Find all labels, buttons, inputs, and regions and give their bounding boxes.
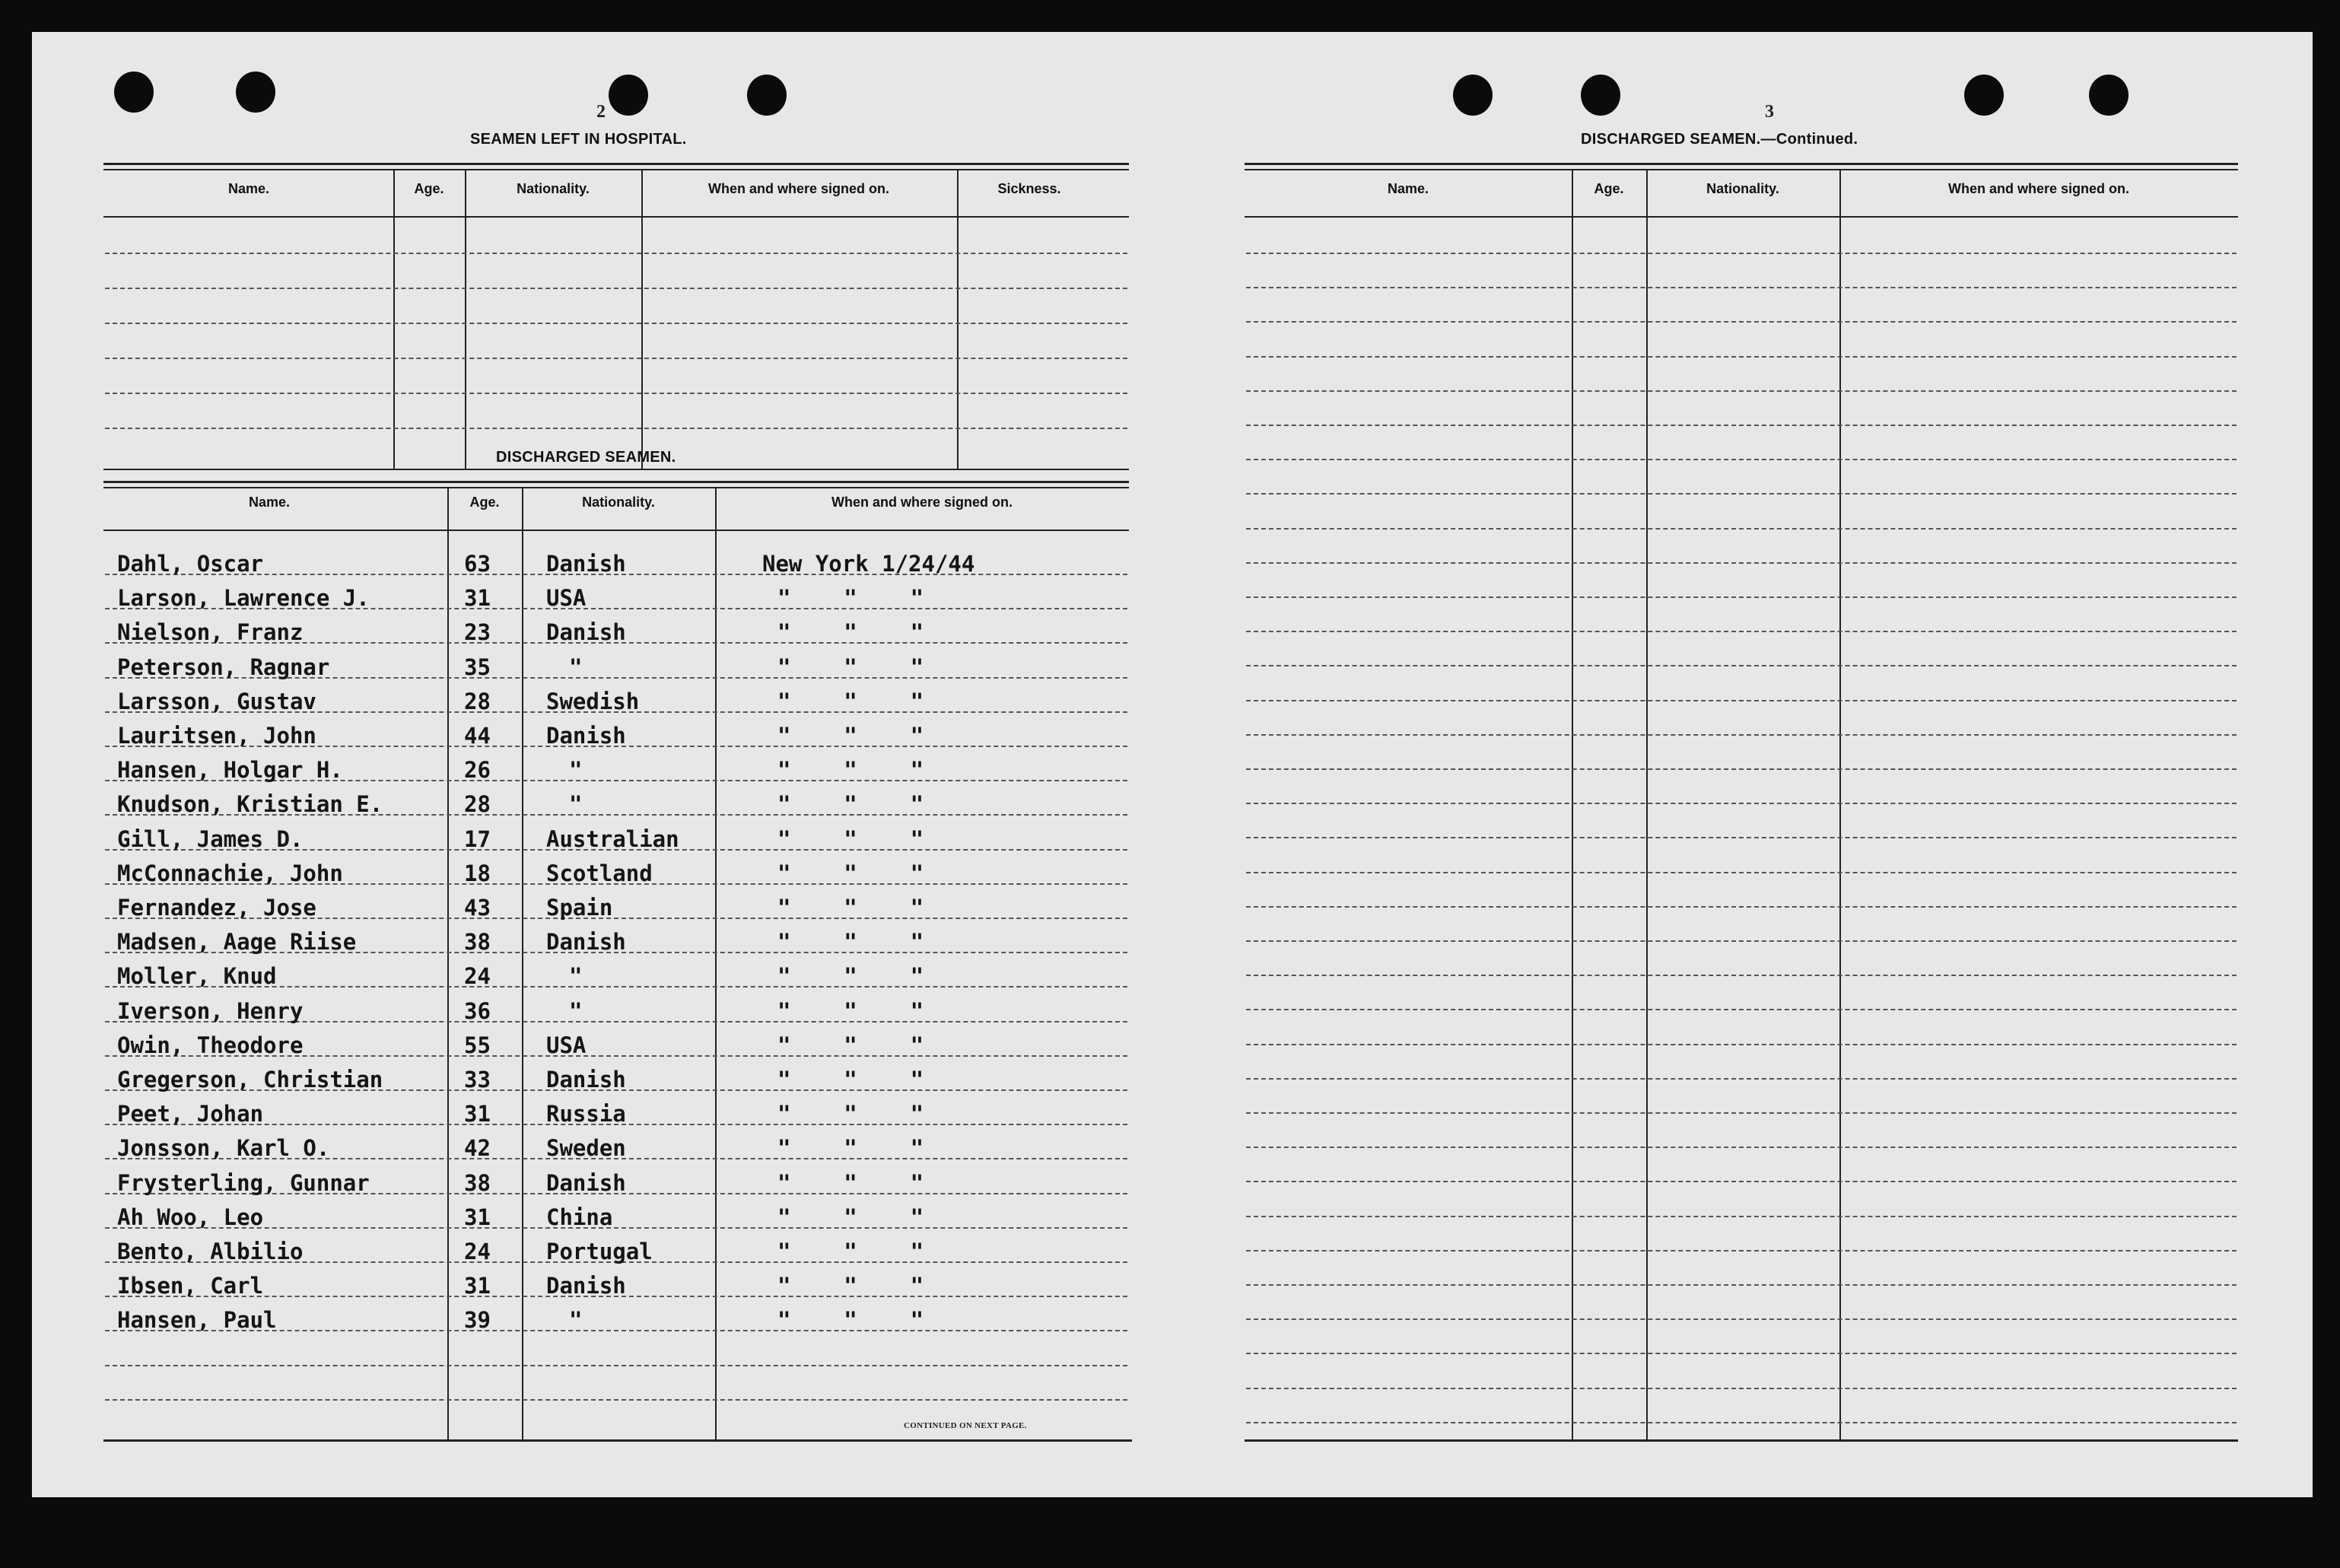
ruled-line: [1246, 803, 2237, 804]
ruled-line: [1246, 459, 2237, 460]
page-number: 2: [596, 102, 606, 122]
seaman-nationality: ": [569, 654, 583, 680]
ruled-line: [105, 288, 1127, 289]
seaman-age: 42: [464, 1135, 491, 1161]
seaman-signed-on: " " ": [777, 1307, 924, 1333]
seaman-age: 24: [464, 1239, 491, 1264]
ruled-line: [1246, 390, 2237, 392]
seaman-age: 38: [464, 1170, 491, 1196]
ruled-line: [1246, 287, 2237, 288]
seaman-age: 24: [464, 963, 491, 989]
ruled-line: [1246, 837, 2237, 838]
seaman-name: Iverson, Henry: [117, 998, 304, 1024]
seaman-age: 44: [464, 723, 491, 749]
seaman-nationality: Scotland: [546, 860, 653, 886]
seaman-signed-on: " " ": [777, 1239, 924, 1264]
seaman-signed-on: " " ": [777, 929, 924, 955]
seaman-signed-on: " " ": [777, 1067, 924, 1093]
seaman-nationality: Australian: [546, 826, 679, 852]
ruled-line: [1246, 1216, 2237, 1217]
seaman-nationality: Portugal: [546, 1239, 653, 1264]
seaman-nationality: Swedish: [546, 689, 640, 714]
column-header-nationality: Nationality.: [582, 495, 655, 510]
seaman-age: 55: [464, 1032, 491, 1058]
ruled-line: [1246, 631, 2237, 632]
seaman-age: 33: [464, 1067, 491, 1093]
seaman-signed-on: " " ": [777, 791, 924, 817]
page-number: 3: [1765, 102, 1774, 122]
ruled-line: [1246, 1009, 2237, 1010]
ruled-line: [105, 323, 1127, 324]
ruled-line: [105, 358, 1127, 359]
seaman-age: 23: [464, 619, 491, 645]
seaman-age: 31: [464, 585, 491, 611]
seaman-nationality: Russia: [546, 1101, 626, 1127]
ruled-line: [1246, 1422, 2237, 1423]
seaman-nationality: Danish: [546, 619, 626, 645]
seaman-signed-on: " " ": [777, 1204, 924, 1230]
ruled-line: [1246, 596, 2237, 598]
ruled-line: [1246, 493, 2237, 495]
ruled-line: [1246, 975, 2237, 976]
seaman-signed-on: " " ": [777, 1101, 924, 1127]
ruled-line: [1246, 872, 2237, 873]
seaman-age: 17: [464, 826, 491, 852]
ruled-line: [1246, 356, 2237, 358]
seaman-nationality: Danish: [546, 1170, 626, 1196]
right-page: [1173, 32, 2313, 1497]
seaman-name: Madsen, Aage Riise: [117, 929, 357, 955]
seaman-nationality: ": [569, 998, 583, 1024]
ruled-line: [1246, 1112, 2237, 1114]
seaman-signed-on: " " ": [777, 1273, 924, 1299]
seaman-name: Jonsson, Karl O.: [117, 1135, 330, 1161]
ruled-line: [1246, 1147, 2237, 1148]
column-header-nationality: Nationality.: [517, 181, 590, 196]
ruled-line: [1246, 940, 2237, 942]
seaman-nationality: Spain: [546, 895, 613, 921]
seaman-nationality: Danish: [546, 929, 626, 955]
ruled-line: [105, 253, 1127, 254]
seaman-signed-on: " " ": [777, 1135, 924, 1161]
seaman-signed-on: " " ": [777, 826, 924, 852]
column-header-signed-on: When and where signed on.: [707, 181, 890, 196]
column-header-name: Name.: [1387, 181, 1429, 196]
left-page: [32, 32, 1173, 1497]
seaman-age: 38: [464, 929, 491, 955]
seaman-age: 31: [464, 1204, 491, 1230]
seaman-signed-on: " " ": [777, 1032, 924, 1058]
seaman-nationality: ": [569, 963, 583, 989]
column-header-age: Age.: [469, 495, 500, 510]
crew-list-sheet: [32, 32, 2313, 1497]
seaman-nationality: USA: [546, 1032, 587, 1058]
ruled-line: [1246, 321, 2237, 323]
ruled-line: [1246, 734, 2237, 736]
seaman-signed-on: " " ": [777, 757, 924, 783]
seaman-name: Gill, James D.: [117, 826, 304, 852]
seaman-nationality: China: [546, 1204, 613, 1230]
ruled-line: [105, 1399, 1127, 1401]
seaman-age: 35: [464, 654, 491, 680]
seaman-nationality: Danish: [546, 1273, 626, 1299]
seaman-age: 36: [464, 998, 491, 1024]
seaman-age: 28: [464, 689, 491, 714]
column-header-name: Name.: [227, 181, 270, 196]
ruled-line: [1246, 1284, 2237, 1286]
seaman-age: 26: [464, 757, 491, 783]
seaman-signed-on: " " ": [777, 689, 924, 714]
ruled-line: [1246, 562, 2237, 564]
seaman-nationality: Danish: [546, 551, 626, 577]
seaman-name: Lauritsen, John: [117, 723, 316, 749]
seaman-name: Knudson, Kristian E.: [117, 791, 383, 817]
column-header-nationality: Nationality.: [1706, 181, 1779, 196]
ruled-line: [1246, 1044, 2237, 1045]
ruled-line: [1246, 768, 2237, 770]
seaman-signed-on: " " ": [777, 654, 924, 680]
seaman-age: 31: [464, 1101, 491, 1127]
column-header-age: Age.: [414, 181, 444, 196]
ruled-line: [1246, 700, 2237, 701]
seaman-name: Larsson, Gustav: [117, 689, 316, 714]
seaman-signed-on: " " ": [777, 963, 924, 989]
seaman-name: Dahl, Oscar: [117, 551, 264, 577]
seaman-nationality: Danish: [546, 1067, 626, 1093]
seaman-nationality: ": [569, 791, 583, 817]
column-header-age: Age.: [1594, 181, 1624, 196]
seaman-signed-on: " " ": [777, 895, 924, 921]
ruled-line: [1246, 1318, 2237, 1320]
ruled-line: [1246, 253, 2237, 254]
column-header-sickness: Sickness.: [997, 181, 1061, 196]
seaman-nationality: Danish: [546, 723, 626, 749]
column-header-signed-on: When and where signed on.: [831, 495, 1013, 510]
discharged-continued-title: DISCHARGED SEAMEN.—Continued.: [1581, 131, 1858, 148]
seaman-name: Nielson, Franz: [117, 619, 304, 645]
ruled-line: [1246, 1388, 2237, 1389]
seaman-name: Ibsen, Carl: [117, 1273, 264, 1299]
ruled-line: [1246, 1353, 2237, 1354]
column-header-name: Name.: [248, 495, 291, 510]
seaman-name: Ah Woo, Leo: [117, 1204, 264, 1230]
seaman-signed-on: New York 1/24/44: [762, 551, 975, 577]
ruled-line: [1246, 1078, 2237, 1080]
seaman-age: 18: [464, 860, 491, 886]
seaman-signed-on: " " ": [777, 585, 924, 611]
seaman-age: 31: [464, 1273, 491, 1299]
discharged-section-title: DISCHARGED SEAMEN.: [496, 449, 676, 466]
ruled-line: [105, 393, 1127, 394]
seaman-name: Hansen, Holgar H.: [117, 757, 343, 783]
seaman-name: Peet, Johan: [117, 1101, 264, 1127]
seaman-name: Owin, Theodore: [117, 1032, 304, 1058]
column-header-signed-on: When and where signed on.: [1947, 181, 2130, 196]
seaman-age: 63: [464, 551, 491, 577]
seaman-age: 28: [464, 791, 491, 817]
ruled-line: [1246, 1250, 2237, 1252]
ruled-line: [1246, 425, 2237, 426]
seaman-name: Gregerson, Christian: [117, 1067, 383, 1093]
ruled-line: [1246, 665, 2237, 666]
ruled-line: [105, 428, 1127, 429]
seaman-name: Hansen, Paul: [117, 1307, 277, 1333]
seaman-nationality: ": [569, 757, 583, 783]
seaman-signed-on: " " ": [777, 723, 924, 749]
ruled-line: [1246, 528, 2237, 530]
hospital-section-title: SEAMEN LEFT IN HOSPITAL.: [470, 131, 687, 148]
ruled-line: [105, 1365, 1127, 1366]
seaman-age: 43: [464, 895, 491, 921]
seaman-signed-on: " " ": [777, 619, 924, 645]
continued-note: CONTINUED ON NEXT PAGE.: [904, 1421, 1027, 1430]
seaman-nationality: ": [569, 1307, 583, 1333]
seaman-signed-on: " " ": [777, 998, 924, 1024]
seaman-name: Bento, Albilio: [117, 1239, 304, 1264]
ruled-line: [1246, 1181, 2237, 1182]
seaman-name: Fernandez, Jose: [117, 895, 316, 921]
seaman-name: McConnachie, John: [117, 860, 343, 886]
seaman-nationality: USA: [546, 585, 587, 611]
seaman-age: 39: [464, 1307, 491, 1333]
seaman-name: Moller, Knud: [117, 963, 277, 989]
seaman-signed-on: " " ": [777, 1170, 924, 1196]
seaman-name: Peterson, Ragnar: [117, 654, 330, 680]
seaman-name: Frysterling, Gunnar: [117, 1170, 370, 1196]
ruled-line: [1246, 906, 2237, 908]
seaman-nationality: Sweden: [546, 1135, 626, 1161]
seaman-signed-on: " " ": [777, 860, 924, 886]
seaman-name: Larson, Lawrence J.: [117, 585, 370, 611]
